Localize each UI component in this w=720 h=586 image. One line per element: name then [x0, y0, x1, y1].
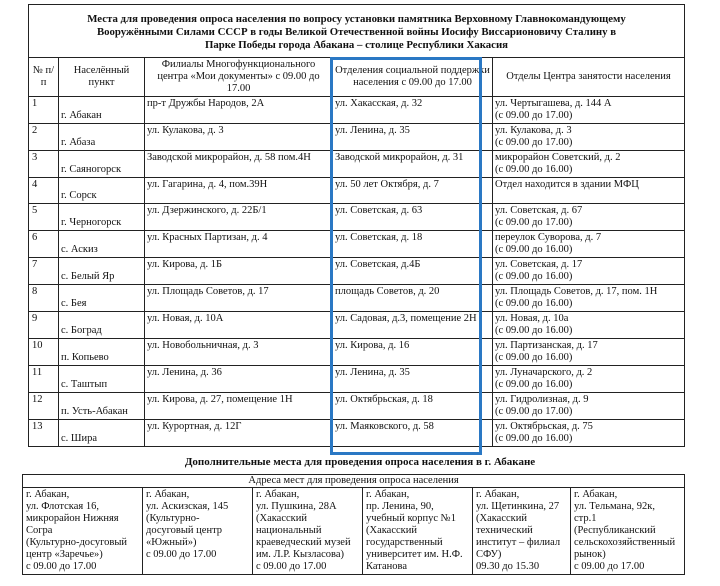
num-cell-text: 11 — [32, 367, 43, 378]
social-cell — [333, 231, 493, 258]
extra-address-line: ул. Флотская 16, — [26, 501, 99, 512]
employment-cell-text: ул. Советская, д. 67 — [495, 205, 583, 216]
employment-cell — [493, 124, 685, 151]
employment-hours: (с 09.00 до 16.00) — [495, 244, 573, 255]
employment-cell — [493, 339, 685, 366]
table-row — [29, 366, 685, 393]
extra-address-line: краеведческий музей — [256, 537, 351, 548]
extra-address-line: (Культурно-досуговый — [26, 537, 127, 548]
num-cell — [29, 97, 59, 124]
place-cell-text: г. Абакан — [61, 110, 102, 121]
social-cell — [333, 285, 493, 312]
social-cell — [333, 339, 493, 366]
extra-address-cell — [143, 488, 253, 575]
extra-table — [22, 474, 685, 575]
mfc-cell — [145, 231, 333, 258]
mfc-cell — [145, 151, 333, 178]
place-cell-text: с. Шира — [61, 433, 98, 444]
num-cell — [29, 420, 59, 447]
employment-cell — [493, 97, 685, 124]
extra-address-line: г. Абакан, — [366, 489, 410, 500]
extra-address-line: ул. Щетинкина, 27 — [476, 501, 560, 512]
extra-address-line: им. Л.Р. Кызласова) — [256, 549, 345, 560]
num-cell — [29, 178, 59, 204]
num-cell-text: 6 — [32, 232, 38, 243]
social-cell-text: ул. Ленина, д. 35 — [335, 367, 410, 378]
header-mfc: Филиалы Многофункционального центра «Мои документы» с 09.00 до 17.00 — [145, 58, 333, 97]
extra-address-line: государственный — [366, 537, 443, 548]
extra-header: Адреса мест для проведения опроса населения — [23, 475, 685, 488]
social-cell-text: ул. Маяковского, д. 58 — [335, 421, 434, 432]
mfc-cell-text: ул. Кирова, д. 1Б — [147, 259, 223, 270]
table-row — [29, 97, 685, 124]
extra-address-line: микрорайон Нижняя — [26, 513, 119, 524]
employment-cell-text: ул. Советская, д. 17 — [495, 259, 583, 270]
social-cell-text: ул. Советская, д.4Б — [335, 259, 421, 270]
employment-cell — [493, 312, 685, 339]
extra-address-line: (Хакасский — [256, 513, 308, 524]
social-cell-text: ул. Кирова, д. 16 — [335, 340, 410, 351]
num-cell-text: 12 — [32, 394, 43, 405]
extra-address-line: досуговый центр — [146, 525, 223, 536]
extra-address-line: (Республиканский — [574, 525, 656, 536]
extra-address-line: учебный корпус №1 — [366, 513, 456, 524]
mfc-cell — [145, 285, 333, 312]
employment-hours: (с 09.00 до 16.00) — [495, 271, 573, 282]
employment-cell — [493, 393, 685, 420]
employment-cell-text: переулок Суворова, д. 7 — [495, 232, 602, 243]
num-cell-text: 2 — [32, 125, 38, 136]
employment-hours: (с 09.00 до 16.00) — [495, 379, 573, 390]
document-title — [29, 5, 685, 58]
place-cell — [59, 393, 145, 420]
title-line-1: Места для проведения опроса населения по вопросу установки памятника Верховному Главнокомандующему — [87, 13, 626, 25]
num-cell — [29, 312, 59, 339]
employment-cell — [493, 258, 685, 285]
place-cell-text: г. Абаза — [61, 137, 96, 148]
table-body — [29, 97, 685, 447]
mfc-cell-text: Заводской микрорайон, д. 58 пом.4Н — [147, 152, 311, 163]
mfc-cell-text: ул. Красных Партизан, д. 4 — [147, 232, 268, 243]
header-employment: Отделы Центра занятости населения — [493, 58, 685, 97]
extra-address-line: «Южный») — [146, 537, 197, 548]
extra-address-line: г. Абакан, — [26, 489, 70, 500]
mfc-cell-text: пр-т Дружбы Народов, 2А — [147, 98, 265, 109]
extra-address-line: Катанова — [366, 561, 407, 572]
num-cell-text: 9 — [32, 313, 38, 324]
table-row — [29, 339, 685, 366]
extra-address-line: (Хакасский — [366, 525, 418, 536]
num-cell-text: 4 — [32, 179, 38, 190]
mfc-cell — [145, 366, 333, 393]
table-row — [29, 178, 685, 204]
place-cell — [59, 124, 145, 151]
employment-cell — [493, 285, 685, 312]
mfc-cell-text: ул. Дзержинского, д. 22Б/1 — [147, 205, 267, 216]
num-cell — [29, 339, 59, 366]
table-row — [29, 258, 685, 285]
place-cell — [59, 178, 145, 204]
employment-cell — [493, 366, 685, 393]
social-cell-text: ул. 50 лет Октября, д. 7 — [335, 179, 439, 190]
place-cell-text: с. Белый Яр — [61, 271, 115, 282]
employment-cell — [493, 204, 685, 231]
employment-hours: (с 09.00 до 17.00) — [495, 217, 573, 228]
num-cell-text: 10 — [32, 340, 43, 351]
employment-hours: (с 09.00 до 17.00) — [495, 137, 573, 148]
extra-address-line: г. Абакан, — [256, 489, 300, 500]
social-cell-text: ул. Садовая, д.3, помещение 2Н — [335, 313, 477, 324]
mfc-cell — [145, 393, 333, 420]
employment-hours: (с 09.00 до 16.00) — [495, 433, 573, 444]
extra-address-line: с 09.00 до 17.00 — [146, 549, 217, 560]
social-cell — [333, 178, 493, 204]
extra-address-cell — [571, 488, 685, 575]
social-cell-text: ул. Октябрьская, д. 18 — [335, 394, 433, 405]
table-row — [29, 420, 685, 447]
place-cell-text: г. Саяногорск — [61, 164, 122, 175]
place-cell — [59, 151, 145, 178]
place-cell — [59, 285, 145, 312]
table-row — [29, 285, 685, 312]
social-cell-text: ул. Ленина, д. 35 — [335, 125, 410, 136]
num-cell-text: 8 — [32, 286, 38, 297]
num-cell — [29, 366, 59, 393]
employment-hours: (с 09.00 до 16.00) — [495, 325, 573, 336]
social-cell — [333, 204, 493, 231]
extra-title: Дополнительные места для проведения опроса населения в г. Абакане — [184, 456, 536, 468]
num-cell-text: 13 — [32, 421, 43, 432]
mfc-cell-text: ул. Кирова, д. 27, помещение 1Н — [147, 394, 293, 405]
place-cell — [59, 97, 145, 124]
title-line-2: Вооружёнными Силами СССР в годы Великой Отечественной войны Иосифу Виссарионовичу Сталину в — [96, 26, 617, 38]
extra-address-line: сельскохозяйственный — [574, 537, 676, 548]
place-cell-text: п. Копьево — [61, 352, 109, 363]
employment-cell-text: ул. Площадь Советов, д. 17, пом. 1Н — [495, 286, 658, 297]
social-cell — [333, 151, 493, 178]
extra-address-line: институт – филиал — [476, 537, 561, 548]
employment-cell-text: микрорайон Советский, д. 2 — [495, 152, 621, 163]
table-row — [29, 124, 685, 151]
social-cell — [333, 366, 493, 393]
place-cell — [59, 420, 145, 447]
employment-cell-text: Отдел находится в здании МФЦ — [495, 179, 639, 190]
employment-cell — [493, 151, 685, 178]
extra-address-line: с 09.00 до 17.00 — [256, 561, 327, 572]
num-cell — [29, 285, 59, 312]
header-place: Населённый пункт — [59, 58, 145, 97]
employment-cell-text: ул. Новая, д. 10а — [495, 313, 569, 324]
social-cell-text: ул. Советская, д. 18 — [335, 232, 423, 243]
mfc-cell-text: ул. Площадь Советов, д. 17 — [147, 286, 269, 297]
place-cell-text: с. Бея — [61, 298, 87, 309]
place-cell — [59, 366, 145, 393]
employment-cell-text: ул. Октябрьская, д. 75 — [495, 421, 593, 432]
employment-hours: (с 09.00 до 16.00) — [495, 164, 573, 175]
num-cell — [29, 151, 59, 178]
extra-address-line: ул. Аскизская, 145 — [146, 501, 229, 512]
social-cell — [333, 420, 493, 447]
extra-address-line: г. Абакан, — [574, 489, 618, 500]
mfc-cell — [145, 339, 333, 366]
extra-address-line: (Хакасский — [476, 513, 528, 524]
employment-cell-text: ул. Гидролизная, д. 9 — [495, 394, 589, 405]
table-row — [29, 312, 685, 339]
social-cell-text: Заводской микрорайон, д. 31 — [335, 152, 464, 163]
social-cell — [333, 312, 493, 339]
mfc-cell — [145, 204, 333, 231]
mfc-cell-text: ул. Ленина, д. 36 — [147, 367, 222, 378]
social-cell-text: ул. Хакасская, д. 32 — [335, 98, 423, 109]
header-num: № п/п — [29, 58, 59, 97]
employment-hours: (с 09.00 до 17.00) — [495, 406, 573, 417]
extra-address-line: г. Абакан, — [146, 489, 190, 500]
table-row — [29, 393, 685, 420]
extra-address-line: с 09.00 до 17.00 — [574, 561, 645, 572]
extra-address-line: национальный — [256, 525, 322, 536]
mfc-cell — [145, 178, 333, 204]
employment-hours: (с 09.00 до 17.00) — [495, 110, 573, 121]
num-cell — [29, 204, 59, 231]
place-cell — [59, 258, 145, 285]
place-cell — [59, 204, 145, 231]
mfc-cell — [145, 97, 333, 124]
social-cell-text: площадь Советов, д. 20 — [335, 286, 440, 297]
num-cell-text: 7 — [32, 259, 38, 270]
mfc-cell — [145, 312, 333, 339]
extra-address-line: 09.30 до 15.30 — [476, 561, 540, 572]
mfc-cell — [145, 420, 333, 447]
mfc-cell-text: ул. Новая, д. 10А — [147, 313, 224, 324]
num-cell-text: 5 — [32, 205, 38, 216]
mfc-cell-text: ул. Кулакова, д. 3 — [147, 125, 224, 136]
employment-hours: (с 09.00 до 16.00) — [495, 352, 573, 363]
extra-address-line: СФУ) — [476, 549, 502, 560]
main-table — [28, 4, 685, 447]
social-cell — [333, 97, 493, 124]
num-cell — [29, 124, 59, 151]
extra-address-line: пр. Ленина, 90, — [366, 501, 434, 512]
employment-cell — [493, 231, 685, 258]
extra-address-cell — [363, 488, 473, 575]
num-cell — [29, 393, 59, 420]
employment-cell-text: ул. Партизанская, д. 17 — [495, 340, 598, 351]
table-row — [29, 151, 685, 178]
place-cell-text: п. Усть-Абакан — [61, 406, 128, 417]
place-cell — [59, 339, 145, 366]
place-cell-text: с. Таштып — [61, 379, 108, 390]
extra-row — [23, 488, 685, 575]
employment-cell — [493, 178, 685, 204]
social-cell — [333, 124, 493, 151]
extra-address-line: стр.1 — [574, 513, 597, 524]
mfc-cell — [145, 124, 333, 151]
employment-cell — [493, 420, 685, 447]
social-cell — [333, 258, 493, 285]
social-cell-text: ул. Советская, д. 63 — [335, 205, 423, 216]
extra-address-line: рынок) — [574, 549, 606, 560]
place-cell-text: с. Боград — [61, 325, 102, 336]
extra-address-line: Согра — [26, 525, 53, 536]
place-cell-text: г. Сорск — [61, 190, 97, 201]
extra-address-line: (Культурно- — [146, 513, 200, 524]
table-row — [29, 204, 685, 231]
extra-address-cell — [23, 488, 143, 575]
extra-address-line: центр «Заречье») — [26, 549, 103, 560]
place-cell-text: с. Аскиз — [61, 244, 98, 255]
title-line-3: Парке Победы города Абакана – столице Республики Хакасия — [204, 39, 509, 51]
mfc-cell-text: ул. Новобольничная, д. 3 — [147, 340, 259, 351]
mfc-cell — [145, 258, 333, 285]
extra-address-line: технический — [476, 525, 533, 536]
num-cell-text: 1 — [32, 98, 38, 109]
num-cell — [29, 258, 59, 285]
extra-address-line: ул. Тельмана, 92к, — [574, 501, 655, 512]
header-social: Отделения социальной поддержки населения с 09.00 до 17.00 — [333, 58, 493, 97]
extra-address-line: с 09.00 до 17.00 — [26, 561, 97, 572]
extra-address-line: университет им. Н.Ф. — [366, 549, 463, 560]
employment-cell-text: ул. Чертыгашева, д. 144 А — [495, 98, 612, 109]
num-cell — [29, 231, 59, 258]
extra-address-line: г. Абакан, — [476, 489, 520, 500]
place-cell-text: г. Черногорск — [61, 217, 122, 228]
extra-address-line: ул. Пушкина, 28А — [256, 501, 337, 512]
table-row — [29, 231, 685, 258]
mfc-cell-text: ул. Курортная, д. 12Г — [147, 421, 242, 432]
extra-address-cell — [473, 488, 571, 575]
employment-cell-text: ул. Луначарского, д. 2 — [495, 367, 593, 378]
employment-hours: (с 09.00 до 16.00) — [495, 298, 573, 309]
employment-cell-text: ул. Кулакова, д. 3 — [495, 125, 572, 136]
extra-address-cell — [253, 488, 363, 575]
num-cell-text: 3 — [32, 152, 38, 163]
place-cell — [59, 312, 145, 339]
social-cell — [333, 393, 493, 420]
mfc-cell-text: ул. Гагарина, д. 4, пом.39Н — [147, 179, 268, 190]
place-cell — [59, 231, 145, 258]
